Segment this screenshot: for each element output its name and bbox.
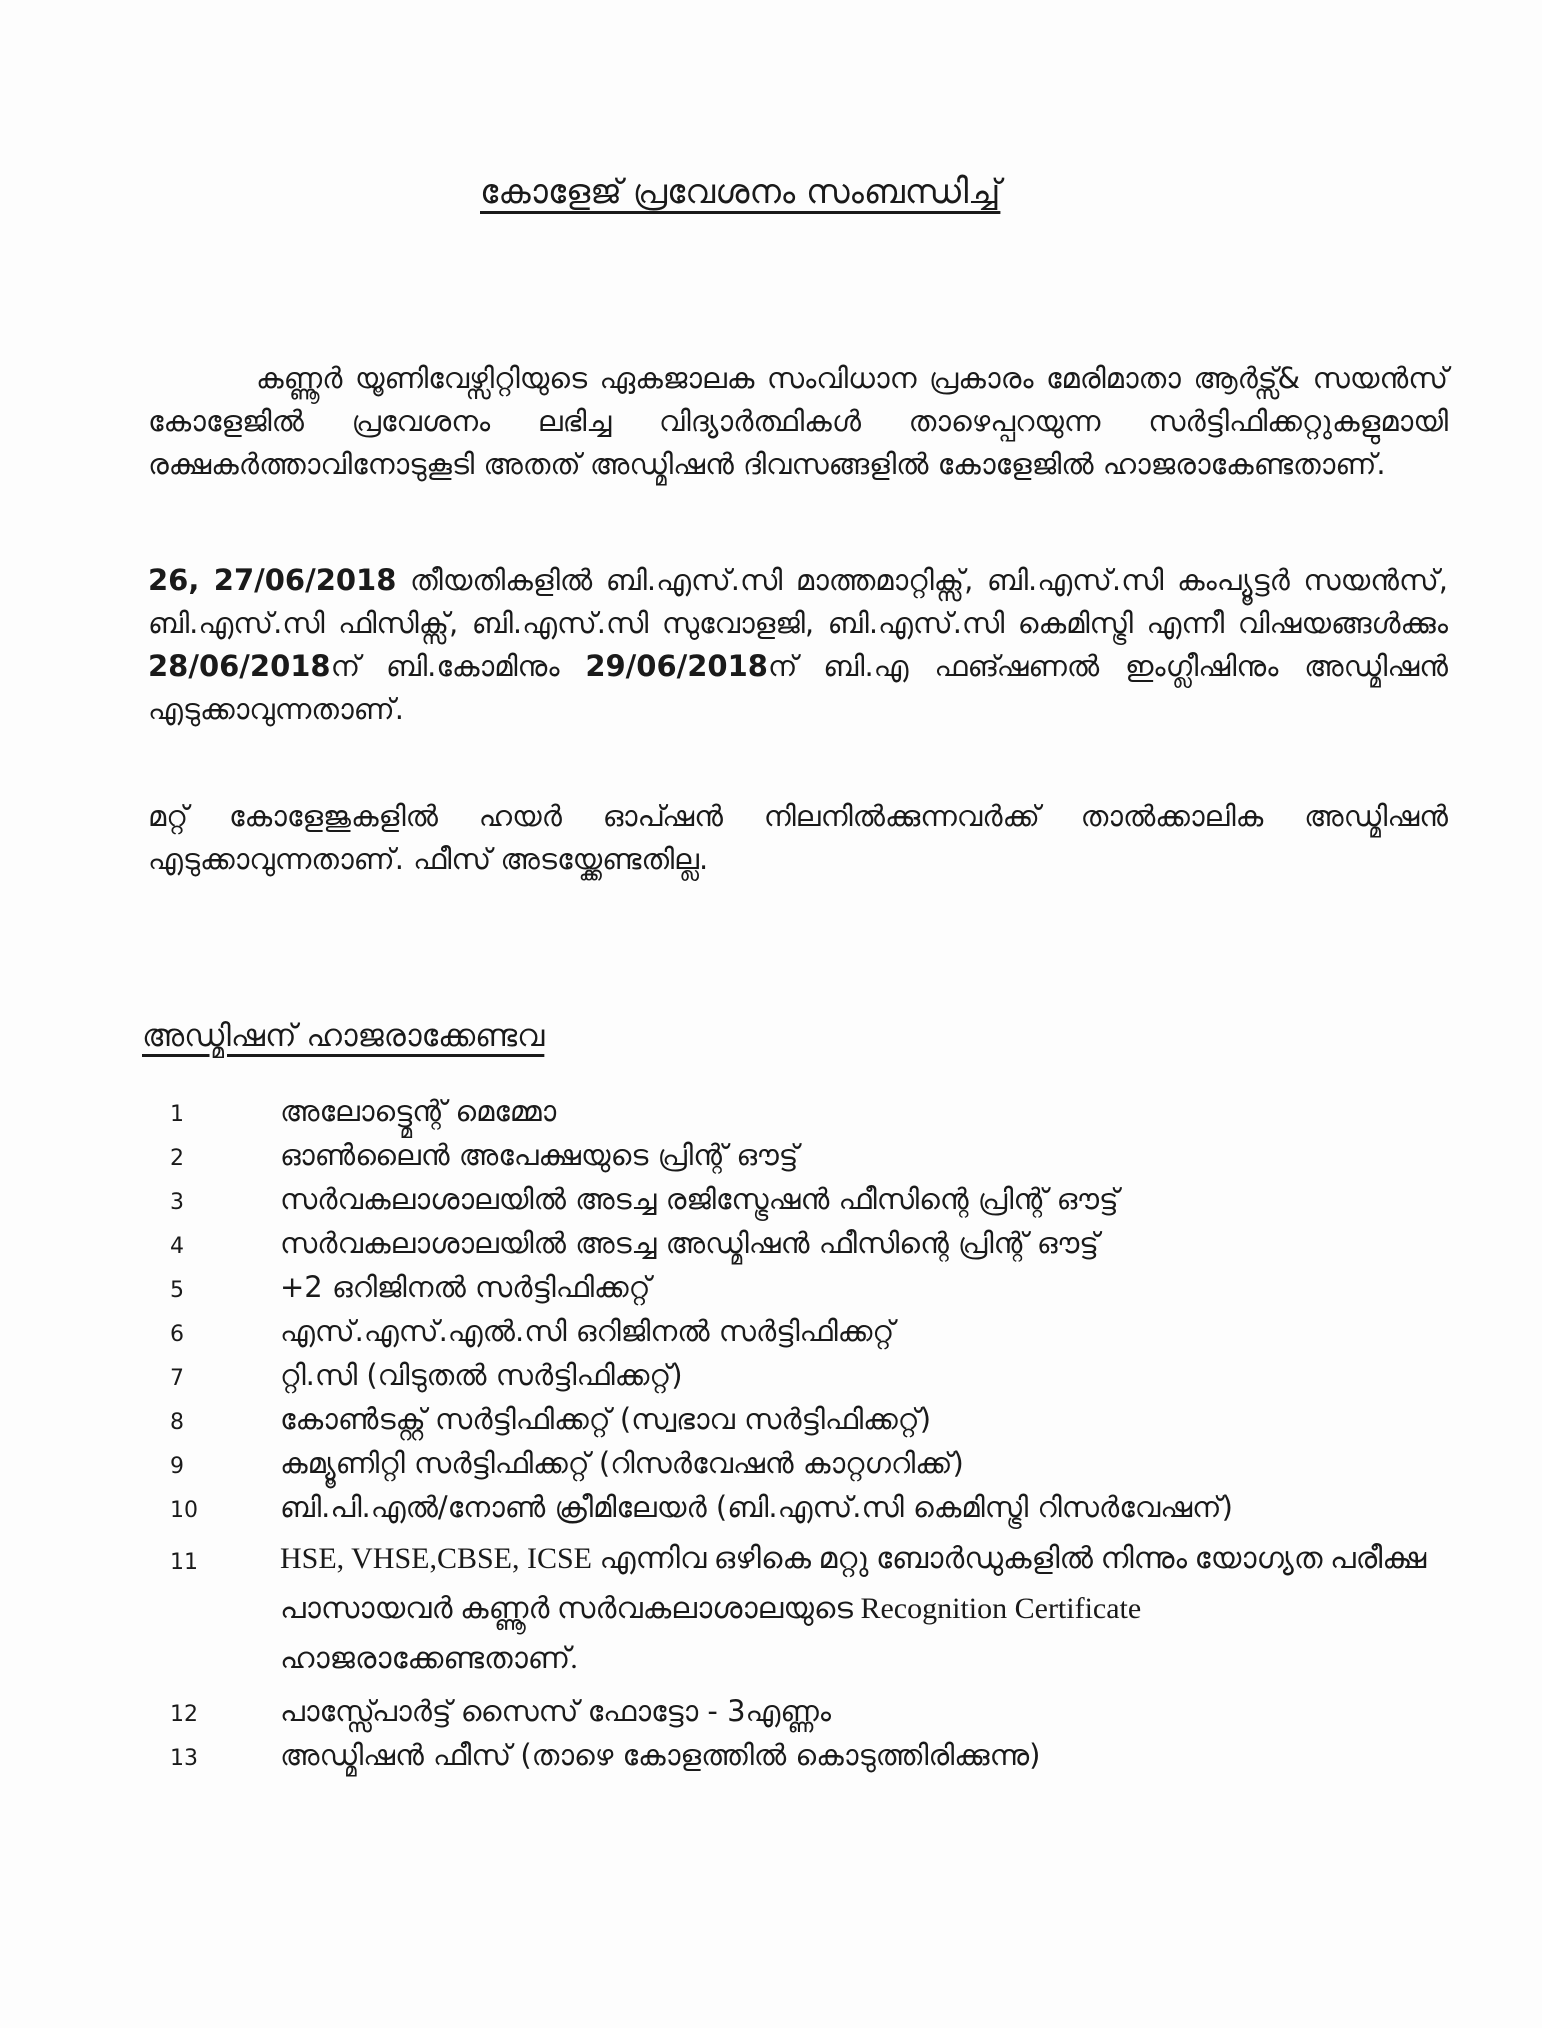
intro-paragraph: കണ്ണൂർ യൂണിവേഴ്സിറ്റിയുടെ ഏകജാലക സംവിധാന പ്രകാരം മേരിമാതാ ആർട്സ്& സയൻസ് കോളേജിൽ പ്രവേശനം ലഭിച്ച വിദ്യാർത്ഥികൾ താഴെപ്പറയുന്ന സർട്ടിഫിക്കറ്റുകളുമായി രക്ഷകർത്താവിനോടുകൂടി അതത് അഡ്മിഷൻ ദിവസങ്ങളിൽ കോളേജിൽ ഹാജരാകേണ്ടതാണ്. xyxy=(148,361,1448,481)
admission-dates-text-3: ന് ബി.എ ഫങ്ഷണൽ ഇംഗ്ലീഷിനും അഡ്മിഷൻ എടുക്കാവുന്നതാണ്. xyxy=(148,649,1448,726)
document-title: കോളേജ് പ്രവേശനം സംബന്ധിച്ച് xyxy=(480,172,1001,212)
list-item xyxy=(170,1356,1430,1398)
documents-required-heading: അഡ്മിഷന് ഹാജരാക്കേണ്ടവ xyxy=(142,1018,545,1054)
list-item-text: അലോട്ട്മെന്റ് മെമ്മോ xyxy=(280,1094,557,1128)
list-item-number: 3 xyxy=(170,1190,184,1215)
list-item xyxy=(170,1692,1430,1734)
list-item-number: 1 xyxy=(170,1102,184,1127)
list-item-text: ബി.പി.എൽ/നോൺ ക്രീമിലേയർ (ബി.എസ്.സി കെമിസ്ട്രി റിസർവേഷന്) xyxy=(280,1490,1233,1524)
list-item-text: HSE, VHSE,CBSE, ICSE എന്നിവ ഒഴികെ മറ്റു ബോർഡുകളിൽ നിന്നും യോഗ്യത പരീക്ഷ പാസായവർ കണ്ണൂർ സർവകലാശാലയുടെ Recognition Certificate ഹാജരാക്കേണ്ടതാണ്. xyxy=(280,1542,1427,1675)
list-item xyxy=(170,1092,1430,1134)
list-item-text: കമ്യൂണിറ്റി സർട്ടിഫിക്കറ്റ് (റിസർവേഷൻ കാറ്റഗറിക്ക്) xyxy=(280,1446,964,1480)
list-item-number: 2 xyxy=(170,1146,184,1171)
list-item-text: കോൺടക്റ്റ് സർട്ടിഫിക്കറ്റ് (സ്വഭാവ സർട്ടിഫിക്കറ്റ്) xyxy=(280,1402,932,1436)
required-documents-list xyxy=(170,1092,1430,1780)
list-item-number: 7 xyxy=(170,1366,184,1391)
admission-date-2: 28/06/2018 xyxy=(148,649,331,683)
admission-dates-paragraph xyxy=(148,559,1448,731)
list-item-text: റ്റി.സി (വിടുതൽ സർട്ടിഫിക്കറ്റ്) xyxy=(280,1358,683,1392)
list-item xyxy=(170,1180,1430,1222)
list-item-number: 5 xyxy=(170,1278,184,1303)
list-item xyxy=(170,1534,1430,1684)
admission-dates-text-2: ന് ബി.കോമിനും xyxy=(330,649,586,683)
list-item-number: 13 xyxy=(170,1746,198,1771)
list-item-number: 10 xyxy=(170,1498,198,1523)
list-item-number: 6 xyxy=(170,1322,184,1347)
list-item-text: ഓൺലൈൻ അപേക്ഷയുടെ പ്രിന്റ് ഔട്ട് xyxy=(280,1138,799,1172)
list-item-number: 9 xyxy=(170,1454,184,1479)
list-item-text: എസ്.എസ്.എൽ.സി ഒറിജിനൽ സർട്ടിഫിക്കറ്റ് xyxy=(280,1314,895,1348)
list-item-number: 4 xyxy=(170,1234,184,1259)
list-item-text: പാസ്സ്പോർട്ട് സൈസ് ഫോട്ടോ - 3എണ്ണം xyxy=(280,1694,832,1728)
higher-option-paragraph: മറ്റ് കോളേജുകളിൽ ഹയർ ഓപ്ഷൻ നിലനിൽക്കുന്നവർക്ക് താൽക്കാലിക അഡ്മിഷൻ എടുക്കാവുന്നതാണ്. ഫീസ് അടയ്ക്കേണ്ടതില്ല. xyxy=(148,799,1448,876)
list-item-text: +2 ഒറിജിനൽ സർട്ടിഫിക്കറ്റ് xyxy=(280,1270,651,1304)
admission-date-3: 29/06/2018 xyxy=(585,649,768,683)
list-item xyxy=(170,1312,1430,1354)
list-item xyxy=(170,1400,1430,1442)
admission-dates-text-1: തീയതികളിൽ ബി.എസ്.സി മാത്തമാറ്റിക്സ്, ബി.എസ്.സി കംപ്യൂട്ടർ സയൻസ്, ബി.എസ്.സി ഫിസിക്സ്, ബി.എസ്.സി സുവോളജി, ബി.എസ്.സി കെമിസ്ട്രി എന്നീ വിഷയങ്ങൾക്കും xyxy=(148,563,1448,640)
list-item-number: 12 xyxy=(170,1702,198,1727)
list-item-text: അഡ്മിഷൻ ഫീസ് (താഴെ കോളത്തിൽ കൊടുത്തിരിക്കുന്നു) xyxy=(280,1738,1041,1772)
list-item xyxy=(170,1136,1430,1178)
list-item-number: 8 xyxy=(170,1410,184,1435)
list-item-text: സർവകലാശാലയിൽ അടച്ച അഡ്മിഷൻ ഫീസിന്റെ പ്രിന്റ് ഔട്ട് xyxy=(280,1226,1099,1260)
list-item xyxy=(170,1488,1430,1530)
list-item-number: 11 xyxy=(170,1550,198,1575)
list-item xyxy=(170,1736,1430,1778)
admission-date-1: 26, 27/06/2018 xyxy=(148,563,397,597)
list-item xyxy=(170,1224,1430,1266)
list-item xyxy=(170,1444,1430,1486)
list-item-text: സർവകലാശാലയിൽ അടച്ച രജിസ്ട്രേഷൻ ഫീസിന്റെ പ്രിന്റ് ഔട്ട് xyxy=(280,1182,1119,1216)
list-item xyxy=(170,1268,1430,1310)
